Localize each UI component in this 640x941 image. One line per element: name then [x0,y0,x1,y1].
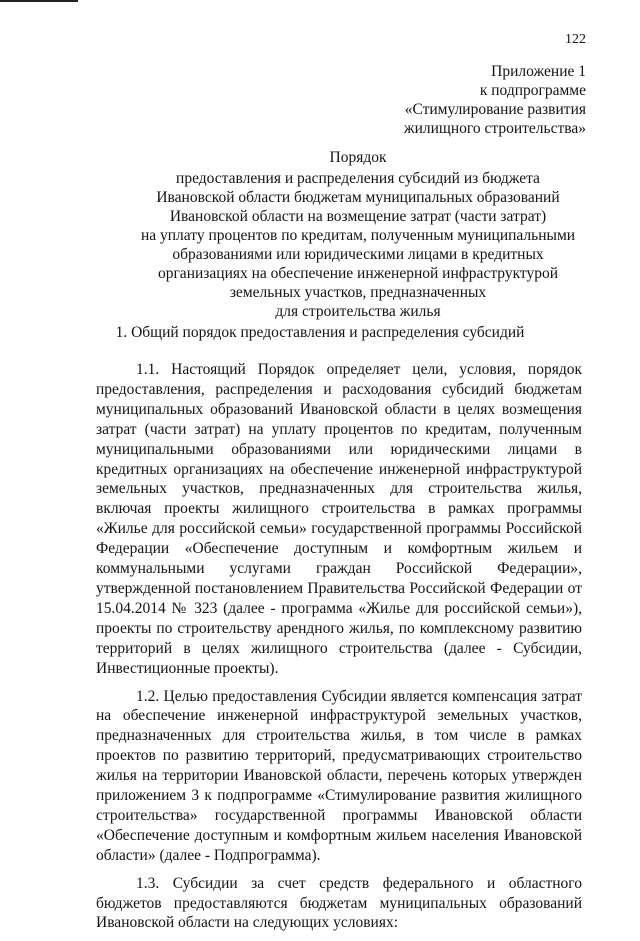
appendix-line: Приложение 1 [491,63,586,80]
title-heading: Порядок [329,149,387,166]
paragraph-1-3: 1.3. Субсидии за счет средств федерального и областного бюджетов предоставляются бюджетам муниципальных образований Ивановской области на следующих условиях: [96,874,582,932]
title-line: Ивановской области бюджетам муниципальных образований [156,189,560,206]
paragraph-1-1: 1.1. Настоящий Порядок определяет цели, условия, порядок предоставления, распределения и расходования субсидий бюджетам муниципальных образований Ивановской области в целях возмещения затрат (части затрат) на уплату процентов по кредитам, полученным муниципальными образованиями или юридическими лицами в кредитных организациях на обеспечение инженерной инфраструктурой земельных участков, предназначенных для строительства жилья, включая проекты жилищного строительства в рамках программы «Жилье для российской семьи» государственной программы Российской Федерации «Обеспечение доступным и комфортным жильем и коммунальными услугами граждан Российской Федерации», утвержденной постановлением Правительства Российской Федерации от 15.04.2014 № 323 (далее - программа «Жилье для российской семьи»), проекты по строительству арендного жилья, по комплексному развитию территорий в целях жилищного строительства (далее - Субсидии, Инвестиционные проекты). [96,361,582,677]
appendix-line: «Стимулирование развития [404,101,586,118]
document-title [118,148,598,321]
title-line: для строительства жилья [275,303,441,320]
paragraph-1-2: 1.2. Целью предоставления Субсидии является компенсация затрат на обеспечение инженерной инфраструктурой земельных участков, предназначенных для строительства жилья, в том числе в рамках проектов по развитию территорий, предусматривающих строительство жилья на территории Ивановской области, перечень которых утвержден приложением 3 к подпрограмме «Стимулирование развития жилищного строительства» государственной программы Ивановской области «Обеспечение доступным и комфортным жильем населения Ивановской области» (далее - Подпрограмма). [96,687,582,864]
appendix-line: к подпрограмме [479,82,586,99]
title-line: предоставления и распределения субсидий из бюджета [176,170,540,187]
title-line: Ивановской области на возмещение затрат (части затрат) [169,208,547,225]
appendix-line: жилищного строительства» [403,120,586,137]
section-heading: 1. Общий порядок предоставления и распределения субсидий [115,324,525,341]
document-body [96,360,582,941]
appendix-block [404,62,586,138]
title-line: на уплату процентов по кредитам, полученным муниципальными [140,227,576,244]
page-number: 122 [565,32,586,47]
title-line: организациях на обеспечение инженерной инфраструктурой [157,265,559,282]
title-line: земельных участков, предназначенных [229,284,487,301]
title-line: образованиями или юридическими лицами в кредитных [172,246,544,263]
scan-edge-line [0,0,78,2]
